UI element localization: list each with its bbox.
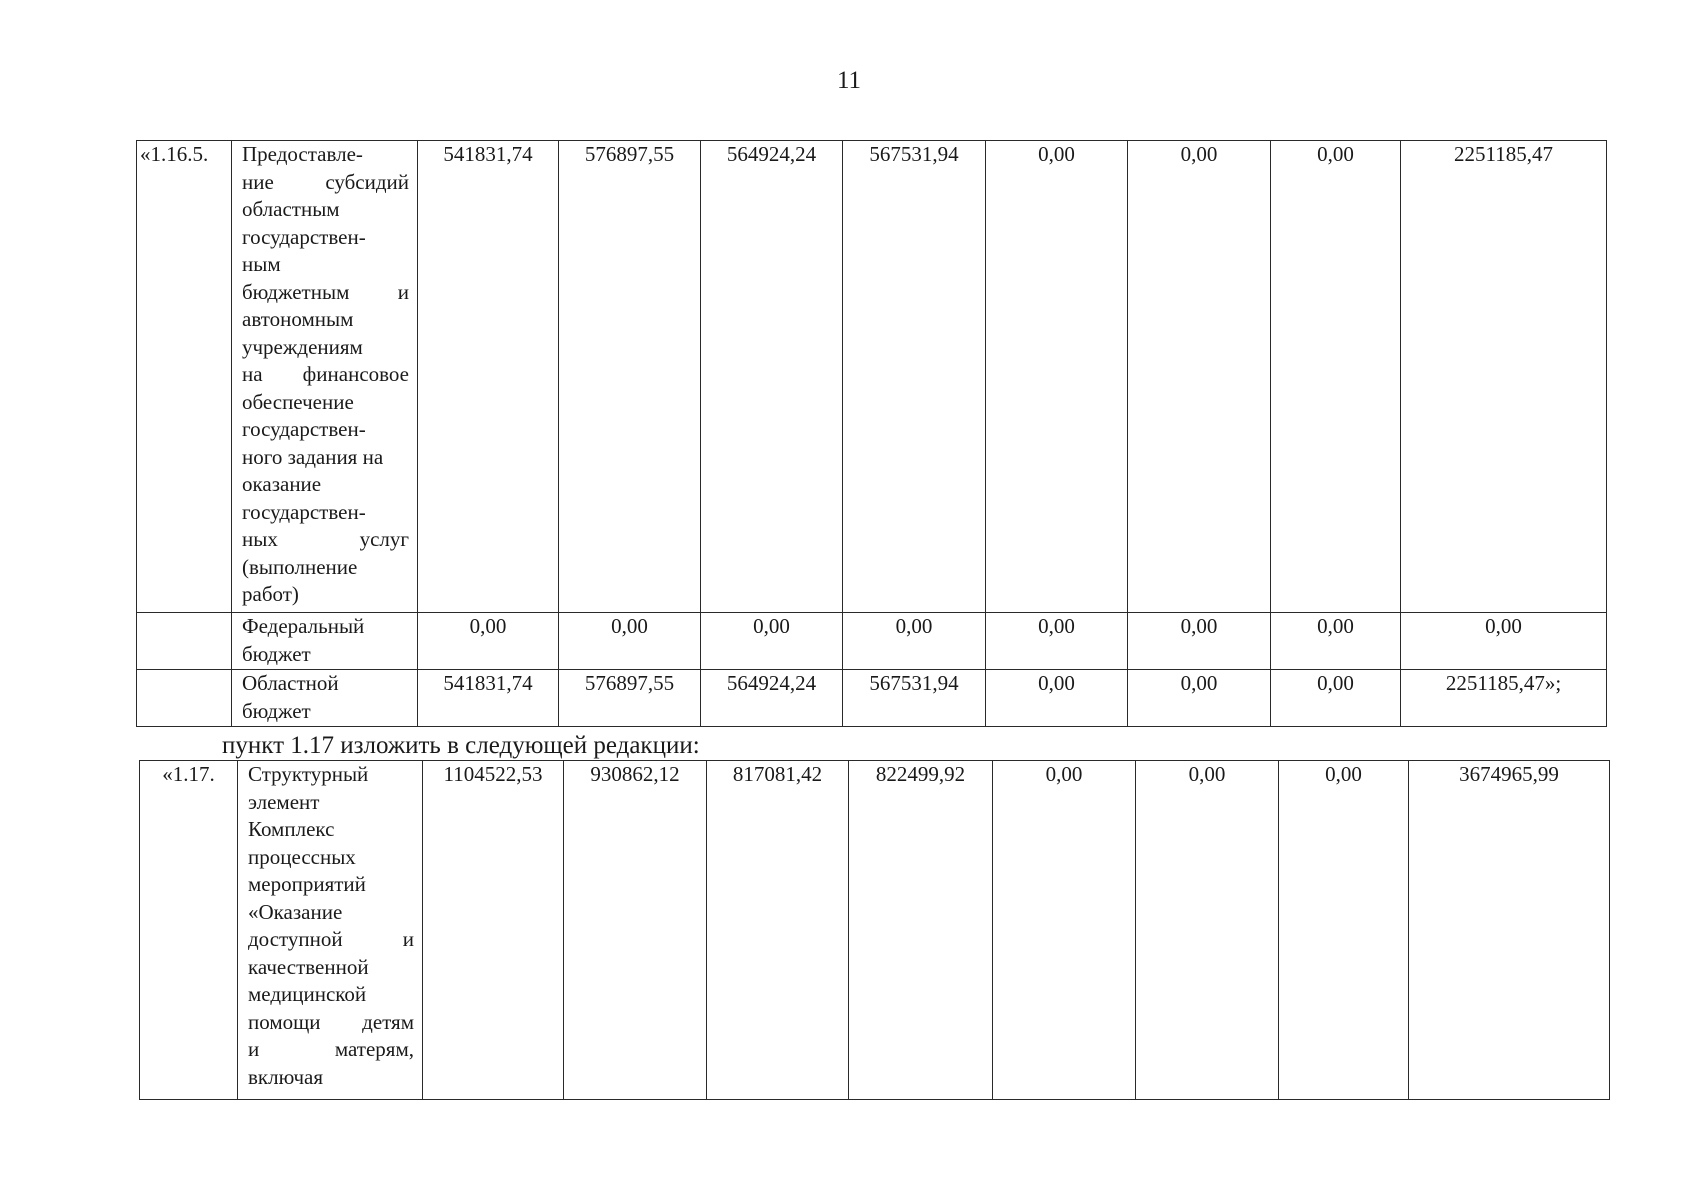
row-name-line: доступной и [248, 927, 414, 951]
row-name-line: помощи детям [248, 1009, 414, 1034]
row-name-line: Федеральный [242, 614, 365, 638]
value-cell: 1104522,53 [423, 761, 564, 1100]
value-cell: 0,00 [986, 141, 1128, 613]
value-cell: 0,00 [986, 670, 1128, 727]
row-name-cell [232, 613, 418, 670]
value-cell: 576897,55 [559, 141, 701, 613]
value-cell: 0,00 [1271, 670, 1401, 727]
row-name-line: процессных [248, 844, 356, 869]
row-name-line: обеспечение [242, 389, 354, 414]
total-value-cell: 2251185,47»; [1401, 670, 1607, 727]
funding-table-1-16-5 [136, 140, 1607, 727]
row-name-cell [232, 141, 418, 613]
row-name-line: бюджет [242, 698, 311, 723]
row-name-line: качественной [248, 954, 369, 979]
amendment-caption: пункт 1.17 изложить в следующей редакции: [222, 732, 700, 759]
value-cell: 0,00 [701, 613, 843, 670]
row-name-line: областным [242, 197, 340, 221]
value-cell: 0,00 [1128, 670, 1271, 727]
row-number-cell: «1.17. [140, 761, 238, 1100]
row-name-line: (выполнение [242, 554, 358, 579]
row-name-line: ных услуг [242, 527, 409, 551]
table-row [137, 141, 1607, 613]
row-name-line: на финансовое [242, 362, 409, 386]
value-cell: 817081,42 [707, 761, 849, 1100]
row-name-line: ние субсидий [242, 169, 409, 194]
value-cell: 567531,94 [843, 141, 986, 613]
value-cell: 0,00 [986, 613, 1128, 670]
value-cell: 0,00 [993, 761, 1136, 1100]
row-name-line: работ) [242, 582, 299, 606]
value-cell: 930862,12 [564, 761, 707, 1100]
row-name-cell [238, 761, 423, 1100]
row-name-line: Комплекс [248, 817, 335, 841]
row-name-line: бюджетным и [242, 279, 409, 304]
row-name-line: включая [248, 1064, 324, 1089]
total-value-cell: 2251185,47 [1401, 141, 1607, 613]
row-name-line: Структурный [248, 762, 369, 786]
value-cell: 0,00 [1136, 761, 1279, 1100]
row-name-line: и матерям, [248, 1037, 414, 1061]
row-number-cell [137, 670, 232, 727]
value-cell: 822499,92 [849, 761, 993, 1100]
row-name-line: бюджет [242, 641, 311, 666]
row-name-line: ного задания на [242, 444, 384, 469]
value-cell: 0,00 [1271, 141, 1401, 613]
value-cell: 567531,94 [843, 670, 986, 727]
value-cell: 541831,74 [418, 141, 559, 613]
row-name-line: Областной [242, 671, 339, 695]
value-cell: 576897,55 [559, 670, 701, 727]
total-value-cell: 3674965,99 [1409, 761, 1610, 1100]
row-name-line: государствен- [242, 499, 366, 524]
table-row [137, 670, 1607, 727]
value-cell: 564924,24 [701, 141, 843, 613]
row-name-line: элемент [248, 789, 320, 814]
value-cell: 564924,24 [701, 670, 843, 727]
value-cell: 0,00 [1271, 613, 1401, 670]
value-cell: 0,00 [418, 613, 559, 670]
row-name-line: мероприятий [248, 872, 366, 896]
value-cell: 0,00 [1128, 141, 1271, 613]
row-name-cell [232, 670, 418, 727]
row-number-cell [137, 613, 232, 670]
table-row [137, 613, 1607, 670]
row-name-line: государствен- [242, 417, 366, 441]
row-name-line: ным [242, 252, 281, 276]
row-name-line: Предоставле- [242, 142, 363, 166]
total-value-cell: 0,00 [1401, 613, 1607, 670]
row-name-line: оказание [242, 472, 322, 496]
value-cell: 0,00 [1128, 613, 1271, 670]
page-number: 11 [836, 67, 862, 94]
row-name-line: государствен- [242, 224, 366, 249]
row-name-line: медицинской [248, 982, 367, 1006]
row-name-line: «Оказание [248, 899, 343, 924]
row-name-line: автономным [242, 307, 354, 331]
table-row [140, 761, 1610, 1100]
value-cell: 0,00 [843, 613, 986, 670]
value-cell: 0,00 [1279, 761, 1409, 1100]
value-cell: 541831,74 [418, 670, 559, 727]
funding-table-1-17 [139, 760, 1610, 1100]
row-number-cell: «1.16.5. [137, 141, 232, 613]
row-name-line: учреждениям [242, 334, 363, 359]
value-cell: 0,00 [559, 613, 701, 670]
